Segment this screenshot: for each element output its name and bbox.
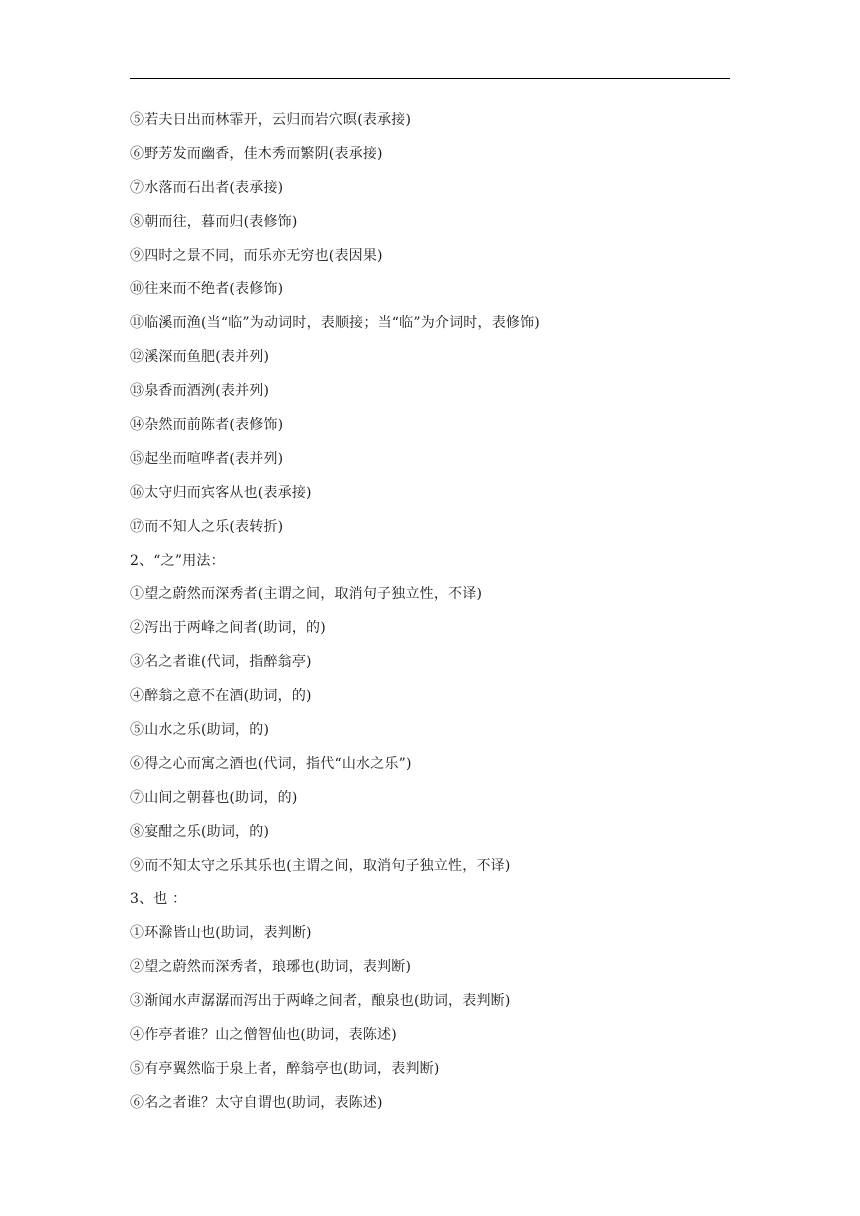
- text-line: ⑧宴酣之乐(助词，的): [130, 823, 270, 840]
- text-line: ④作亭者谁？山之僧智仙也(助词，表陈述): [130, 1027, 397, 1044]
- text-line: ⑨而不知太守之乐其乐也(主谓之间，取消句子独立性，不译): [130, 857, 511, 874]
- text-line: ⑯太守归而宾客从也(表承接): [130, 484, 312, 501]
- text-line: ⑤有亭翼然临于泉上者，醉翁亭也(助词，表判断): [130, 1060, 440, 1077]
- text-line: ⑬泉香而酒洌(表并列): [130, 383, 270, 400]
- text-line: ②泻出于两峰之间者(助词，的): [130, 620, 326, 637]
- text-line: ⑪临溪而渔(当“临”为动词时，表顺接；当“临”为介词时，表修饰): [130, 315, 540, 332]
- section-heading: 3、也 ：: [130, 891, 187, 908]
- text-line: ⑤若夫日出而林霏开，云归而岩穴暝(表承接): [130, 112, 412, 128]
- text-line: ⑨四时之景不同，而乐亦无穷也(表因果): [130, 247, 383, 264]
- text-line: ⑰而不知人之乐(表转折): [130, 518, 284, 535]
- header-rule: [130, 78, 730, 79]
- text-line: ⑫溪深而鱼肥(表并列): [130, 349, 270, 366]
- text-line: ①望之蔚然而深秀者(主谓之间，取消句子独立性，不译): [130, 586, 483, 603]
- text-line: ①环滁皆山也(助词，表判断): [130, 925, 312, 942]
- text-line: ③名之者谁(代词，指醉翁亭): [130, 654, 312, 671]
- text-line: ⑦水落而石出者(表承接): [130, 179, 284, 196]
- text-line: ⑮起坐而喧哗者(表并列): [130, 450, 284, 467]
- text-line: ⑧朝而往，暮而归(表修饰): [130, 213, 298, 230]
- text-line: ⑦山间之朝暮也(助词，的): [130, 789, 298, 806]
- text-line: ⑥野芳发而幽香，佳木秀而繁阴(表承接): [130, 145, 383, 162]
- text-line: ③渐闻水声潺潺而泻出于两峰之间者，酿泉也(助词，表判断): [130, 993, 511, 1010]
- text-line: ⑭杂然而前陈者(表修饰): [130, 417, 284, 434]
- text-line: ⑩往来而不绝者(表修饰): [130, 281, 284, 298]
- text-line: ④醉翁之意不在酒(助词，的): [130, 688, 312, 705]
- text-line: ⑥名之者谁？太守自谓也(助词，表陈述): [130, 1094, 383, 1111]
- document-body: [130, 108, 740, 1125]
- text-line: ②望之蔚然而深秀者，琅琊也(助词，表判断): [130, 959, 412, 976]
- text-line: ⑤山水之乐(助词，的): [130, 722, 270, 739]
- section-heading: 2、“之”用法：: [130, 552, 225, 569]
- text-line: ⑥得之心而寓之酒也(代词，指代“山水之乐”): [130, 755, 412, 772]
